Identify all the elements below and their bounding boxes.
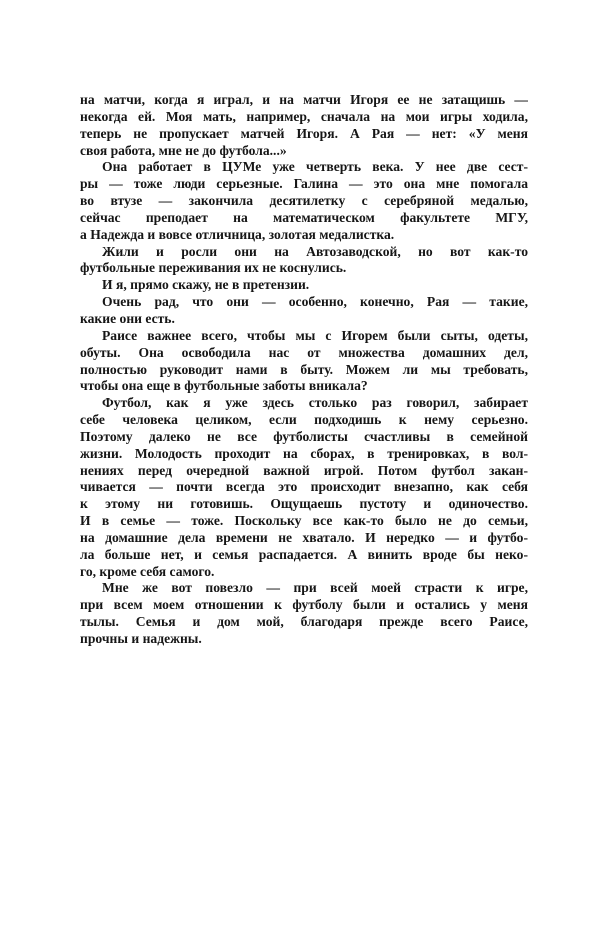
text-line: Очень рад, что они — особенно, конечно, Рая — такие, — [102, 294, 528, 310]
text-line: го, кроме себя самого. — [80, 563, 215, 579]
text-line: своя работа, мне не до футбола...» — [80, 142, 287, 158]
text-line: некогда ей. Моя мать, например, сначала на мои игры ходила, — [80, 108, 528, 124]
text-line: И я, прямо скажу, не в претензии. — [102, 277, 310, 293]
text-line: полностью руководит нами в быту. Можем ли мы требовать, — [80, 361, 528, 377]
text-line: Поэтому далеко не все футболисты счастливы в семейной — [80, 428, 528, 444]
text-line: себе человека целиком, если подходишь к нему серьезно. — [80, 412, 528, 428]
text-line: теперь не пропускает матчей Игоря. А Рая — нет: «У меня — [80, 125, 528, 141]
text-line: чтобы она еще в футбольные заботы вникала? — [80, 378, 368, 394]
text-line: Футбол, как я уже здесь столько раз говорил, забирает — [102, 395, 528, 411]
text-line: Жили и росли они на Автозаводской, но вот как-то — [102, 243, 528, 259]
text-line: обуты. Она освободила нас от множества домашних дел, — [80, 344, 528, 360]
text-line: при всем моем отношении к футболу были и остались у меня — [80, 597, 528, 613]
text-line: во втузе — закончила десятилетку с серебряной медалью, — [80, 193, 528, 209]
text-line: на домашние дела времени не хватало. И нередко — и футбо- — [80, 529, 528, 545]
text-line: Она работает в ЦУМе уже четверть века. У нее две сест- — [102, 159, 528, 175]
text-line: Мне же вот повезло — при всей моей страсти к игре, — [102, 580, 528, 596]
text-line: жизни. Молодость проходит на сборах, в тренировках, в вол- — [80, 445, 528, 461]
text-line: тылы. Семья и дом мой, благодаря прежде всего Раисе, — [80, 614, 528, 630]
text-line: какие они есть. — [80, 310, 175, 326]
text-line: И в семье — тоже. Поскольку все как-то было не до семьи, — [80, 513, 528, 529]
text-line: нениях перед очередной важной игрой. Потом футбол закан- — [80, 462, 528, 478]
text-line: а Надежда и вовсе отличница, золотая медалистка. — [80, 226, 395, 242]
text-line: к этому ни готовишь. Ощущаешь пустоту и одиночество. — [80, 496, 528, 512]
text-line: ла больше нет, и семья распадается. А винить вроде бы неко- — [80, 546, 528, 562]
text-line: на матчи, когда я играл, и на матчи Игоря ее не затащишь — — [80, 92, 528, 107]
text-line: чивается — почти всегда это происходит внезапно, как себя — [80, 479, 528, 495]
text-line: сейчас преподает на математическом факультете МГУ, — [80, 209, 528, 225]
text-line: прочны и надежны. — [80, 631, 202, 646]
body-text — [80, 92, 528, 648]
text-line: Раисе важнее всего, чтобы мы с Игорем были сыты, одеты, — [102, 327, 528, 343]
text-line: футбольные переживания их не коснулись. — [80, 260, 347, 276]
text-line: ры — тоже люди серьезные. Галина — это она мне помогала — [80, 176, 528, 192]
